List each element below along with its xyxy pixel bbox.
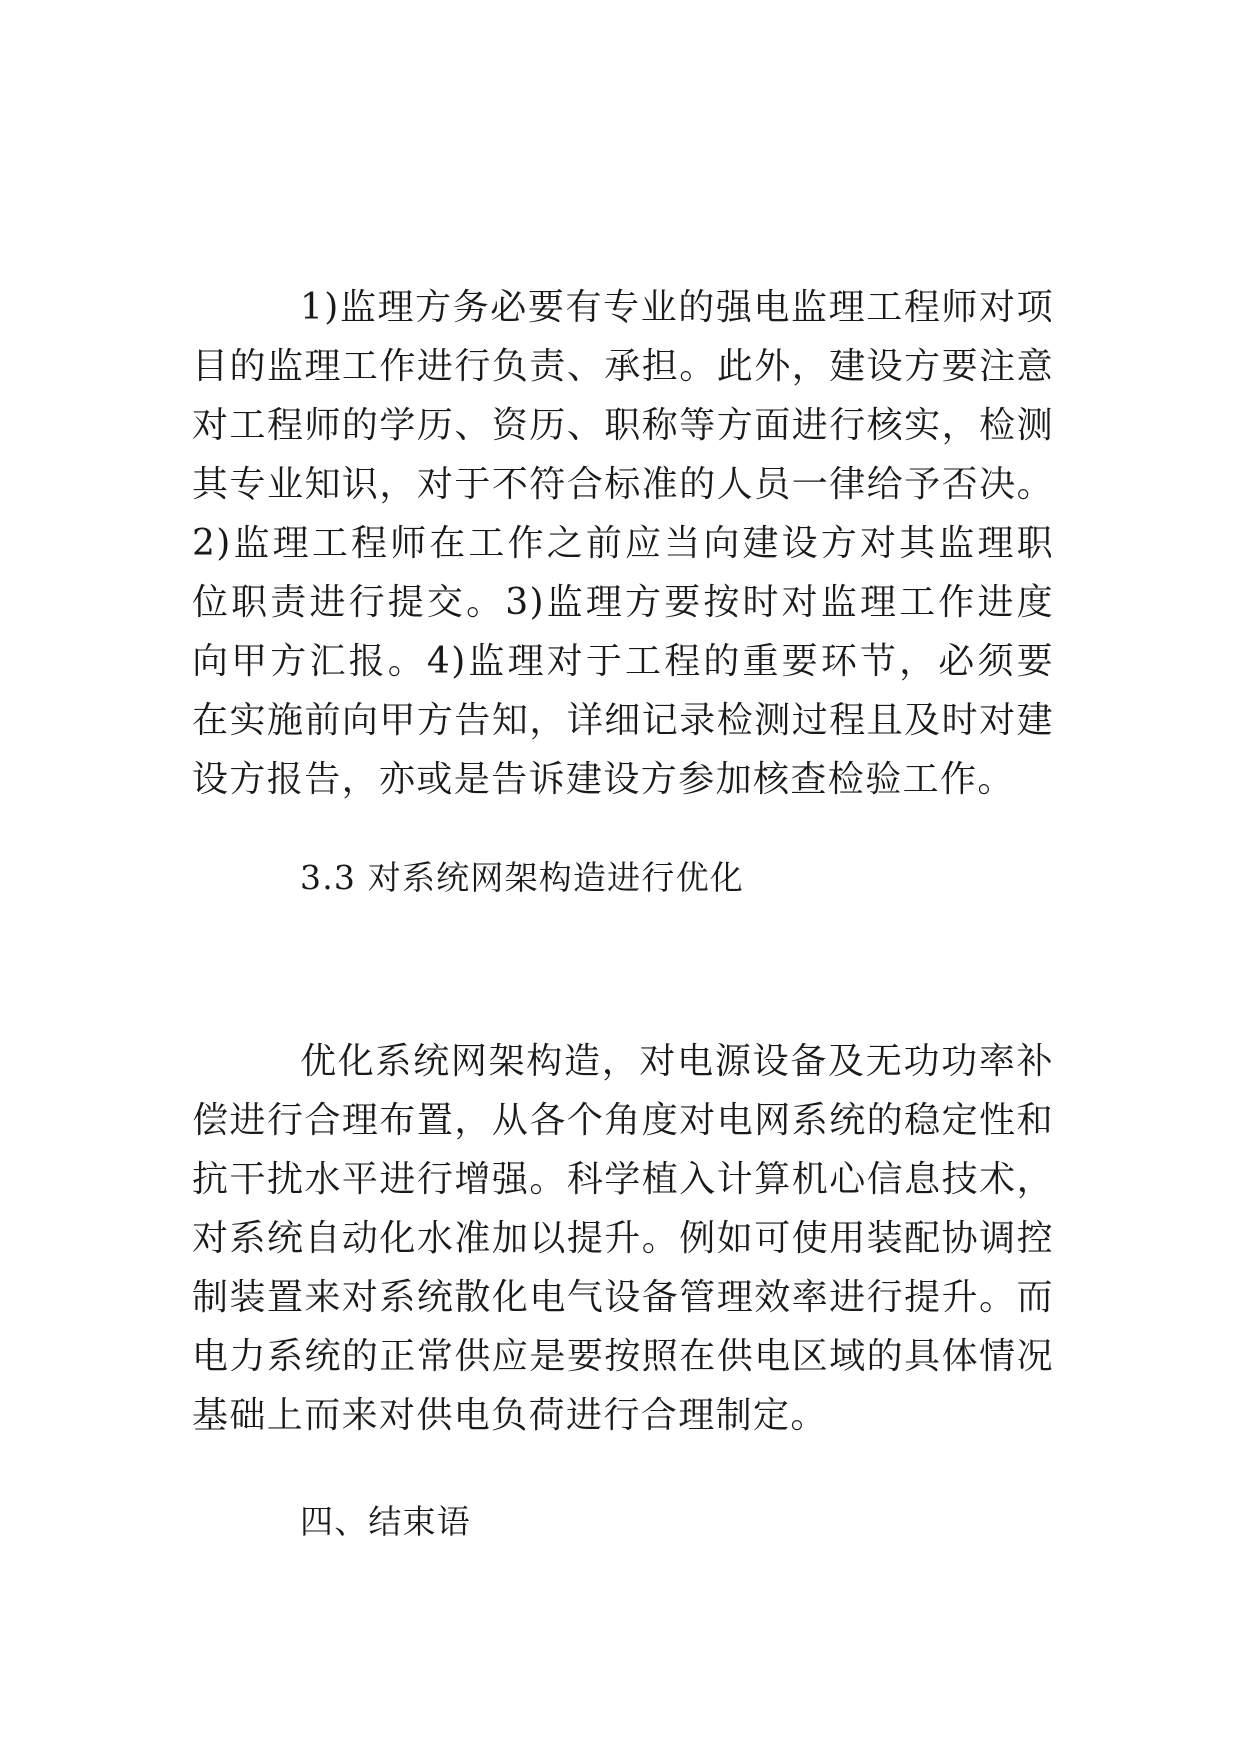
paragraph-text: 1)监理方务必要有专业的强电监理工程师对项目的监理工作进行负责、承担。此外，建设方要注意对工程师的学历、资历、职称等方面进行核实，检测其专业知识，对于不符合标准的人员一律给予否决。2)监理工程师在工作之前应当向建设方对其监理职位职责进行提交。3)监理方要按时对监理工作进度向甲方汇报。4)监理对于工程的重要环节，必须要在实施前向甲方告知，详细记录检测过程且及时对建设方报告，亦或是告诉建设方参加核查检验工作。: [192, 287, 1054, 800]
paragraph-grid-optimization: [192, 1032, 1054, 1445]
section-heading-conclusion: 四、结束语: [300, 1502, 471, 1541]
section-heading-3-3: 3.3 对系统网架构造进行优化: [300, 858, 744, 897]
paragraph-supervision-requirements: [192, 278, 1054, 809]
paragraph-text: 优化系统网架构造，对电源设备及无功功率补偿进行合理布置，从各个角度对电网系统的稳定性和抗干扰水平进行增强。科学植入计算机心信息技术，对系统自动化水准加以提升。例如可使用装配协调控制装置来对系统散化电气设备管理效率进行提升。而电力系统的正常供应是要按照在供电区域的具体情况基础上而来对供电负荷进行合理制定。: [192, 1041, 1054, 1436]
